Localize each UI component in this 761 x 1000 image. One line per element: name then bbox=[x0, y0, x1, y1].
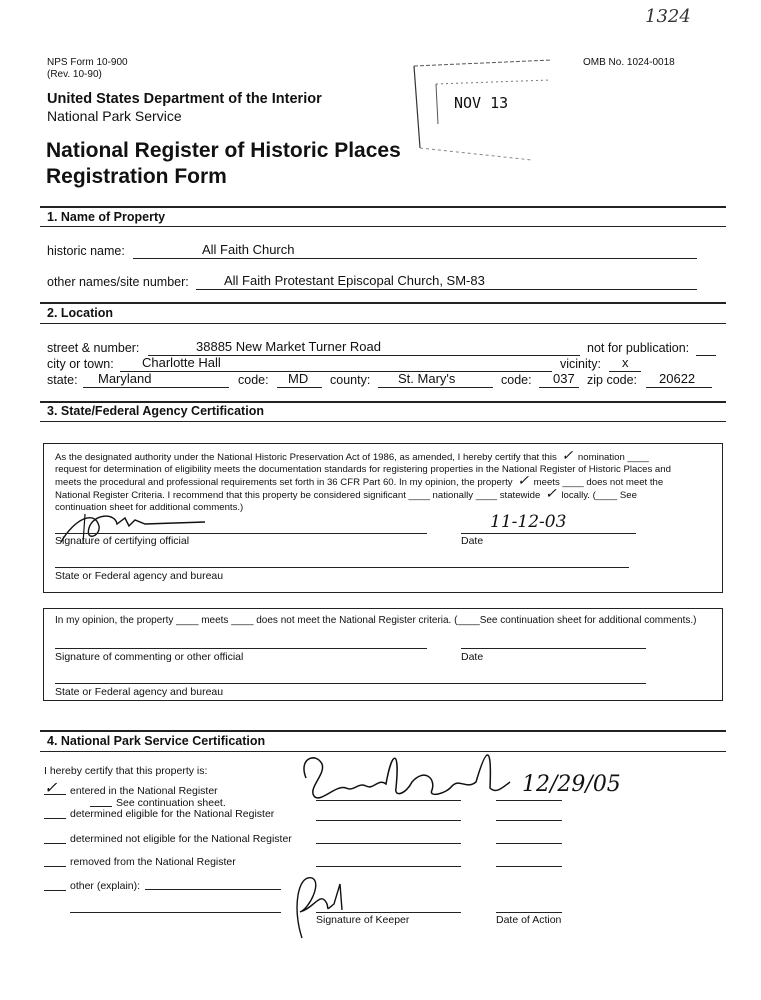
received-stamp bbox=[412, 56, 562, 164]
keeper-initials bbox=[290, 868, 360, 948]
section-rule bbox=[40, 206, 726, 208]
opt-other: other (explain): bbox=[70, 880, 141, 892]
locally-checkmark[interactable]: ✓ bbox=[544, 485, 557, 502]
other-explain-line-1[interactable] bbox=[145, 889, 281, 890]
state-line bbox=[83, 387, 229, 388]
removed-blank[interactable] bbox=[44, 866, 66, 867]
section-1-heading: 1. Name of Property bbox=[47, 210, 166, 224]
county-code-label: code: bbox=[501, 373, 532, 387]
commenting-signature-line bbox=[55, 648, 427, 649]
county-label: county: bbox=[330, 373, 371, 387]
opt-continuation: See continuation sheet. bbox=[116, 797, 226, 809]
opinion-agency-label: State or Federal agency and bureau bbox=[55, 686, 224, 698]
cert-date-label: Date bbox=[461, 535, 484, 547]
cert-agency-line bbox=[55, 567, 629, 568]
page-mark: 1324 bbox=[645, 6, 691, 27]
cert-line-3b: meets ____ does not meet the bbox=[533, 476, 664, 488]
opt-eligible: determined eligible for the National Register bbox=[70, 808, 275, 820]
cert-line-2: request for determination of eligibility meets the documentation standards for registering properties in the National Register of Historic Places and bbox=[55, 463, 671, 475]
other-blank[interactable] bbox=[44, 890, 66, 891]
removed-signature-line bbox=[316, 866, 461, 867]
zip-label: zip code: bbox=[587, 373, 638, 387]
other-names-label: other names/site number: bbox=[47, 275, 189, 289]
historic-name-value[interactable]: All Faith Church bbox=[202, 242, 295, 257]
city-value[interactable]: Charlotte Hall bbox=[142, 355, 221, 370]
vicinity-label: vicinity: bbox=[560, 357, 601, 371]
other-explain-line-2[interactable] bbox=[70, 912, 281, 913]
eligible-signature-line bbox=[316, 820, 461, 821]
certification-text bbox=[55, 448, 715, 514]
section-rule bbox=[40, 323, 726, 324]
county-code-line bbox=[539, 387, 579, 388]
meets-checkmark[interactable]: ✓ bbox=[517, 472, 529, 489]
action-date-line bbox=[496, 912, 562, 913]
state-code-label: code: bbox=[238, 373, 269, 387]
vicinity-line bbox=[609, 371, 641, 372]
department-name: United States Department of the Interior bbox=[47, 91, 322, 107]
entered-date-line bbox=[496, 800, 562, 801]
section-rule bbox=[40, 421, 726, 422]
removed-date-line bbox=[496, 866, 562, 867]
not-eligible-blank[interactable] bbox=[44, 843, 66, 844]
cert-signature-label: Signature of certifying official bbox=[55, 535, 190, 547]
stamp-date: NOV 13 bbox=[454, 94, 509, 112]
historic-name-line bbox=[133, 258, 697, 259]
section-rule bbox=[40, 401, 726, 403]
section-rule bbox=[40, 730, 726, 732]
commenting-date-line bbox=[461, 648, 646, 649]
street-label: street & number: bbox=[47, 341, 140, 355]
entered-blank[interactable] bbox=[44, 794, 66, 795]
street-value[interactable]: 38885 New Market Turner Road bbox=[196, 339, 381, 354]
city-line bbox=[120, 371, 552, 372]
cert-line-3a: meets the procedural and professional requirements set forth in 36 CFR Part 60. In my opinion, the property bbox=[55, 476, 513, 488]
cert-line-5: continuation sheet for additional comments.) bbox=[55, 501, 244, 513]
opinion-agency-line bbox=[55, 683, 646, 684]
nomination-checkmark[interactable]: ✓ bbox=[561, 448, 574, 464]
opinion-text: In my opinion, the property ____ meets ____ does not meet the National Register criteria. (____See continuation sheet for additional comments.) bbox=[55, 615, 697, 626]
entered-signature-line bbox=[316, 800, 461, 801]
section-rule bbox=[40, 226, 726, 227]
form-revision: (Rev. 10-90) bbox=[47, 69, 102, 80]
form-number: NPS Form 10-900 bbox=[47, 57, 128, 68]
form-title-line2: Registration Form bbox=[46, 165, 227, 188]
commenting-signature-label: Signature of commenting or other official bbox=[55, 651, 244, 663]
commenting-date-label: Date bbox=[461, 651, 484, 663]
section-3-heading: 3. State/Federal Agency Certification bbox=[47, 404, 264, 418]
state-code-line bbox=[277, 387, 322, 388]
other-names-line bbox=[196, 289, 697, 290]
cert-line-4a: National Register Criteria. I recommend that this property be considered significant ____ nationally ____ statewide bbox=[55, 489, 541, 501]
cert-text-2: nomination ____ bbox=[577, 452, 649, 463]
continuation-blank[interactable] bbox=[90, 806, 112, 807]
zip-line bbox=[646, 387, 712, 388]
vicinity-value[interactable]: x bbox=[622, 355, 629, 370]
eligible-date-line bbox=[496, 820, 562, 821]
not-for-publication-line[interactable] bbox=[696, 355, 716, 356]
action-date-value[interactable]: 12/29/05 bbox=[522, 772, 621, 797]
county-code-value[interactable]: 037 bbox=[553, 371, 575, 386]
state-code-value[interactable]: MD bbox=[288, 371, 309, 386]
cert-agency-label: State or Federal agency and bureau bbox=[55, 570, 224, 582]
service-name: National Park Service bbox=[47, 108, 182, 124]
keeper-signature-label: Signature of Keeper bbox=[316, 914, 410, 926]
entered-checkmark[interactable]: ✓ bbox=[44, 778, 58, 797]
cert-date-value[interactable]: 11-12-03 bbox=[490, 512, 567, 532]
keeper-signature-line bbox=[316, 912, 461, 913]
not-eligible-date-line bbox=[496, 843, 562, 844]
section-rule bbox=[40, 302, 726, 304]
section-2-heading: 2. Location bbox=[47, 306, 113, 320]
state-label: state: bbox=[47, 373, 78, 387]
opt-entered: entered in the National Register bbox=[70, 785, 218, 797]
cert-date-line bbox=[461, 533, 636, 534]
form-title-line1: National Register of Historic Places bbox=[46, 139, 401, 162]
nps-intro: I hereby certify that this property is: bbox=[44, 765, 208, 777]
eligible-blank[interactable] bbox=[44, 818, 66, 819]
cert-line-4b: locally. (____ See bbox=[561, 489, 637, 501]
action-date-label: Date of Action bbox=[496, 914, 562, 926]
city-label: city or town: bbox=[47, 357, 114, 371]
state-value[interactable]: Maryland bbox=[98, 371, 152, 386]
section-4-heading: 4. National Park Service Certification bbox=[47, 734, 266, 748]
county-value[interactable]: St. Mary's bbox=[398, 371, 456, 386]
not-for-publication-label: not for publication: bbox=[587, 341, 690, 355]
county-line bbox=[378, 387, 493, 388]
opt-removed: removed from the National Register bbox=[70, 856, 236, 868]
historic-name-label: historic name: bbox=[47, 244, 125, 258]
other-names-value[interactable]: All Faith Protestant Episcopal Church, SM-83 bbox=[224, 273, 485, 288]
not-eligible-signature-line bbox=[316, 843, 461, 844]
omb-number: OMB No. 1024-0018 bbox=[583, 57, 675, 68]
cert-signature-line bbox=[55, 533, 427, 534]
zip-value[interactable]: 20622 bbox=[659, 371, 696, 386]
opt-not-eligible: determined not eligible for the National Register bbox=[70, 833, 292, 845]
cert-text-1: As the designated authority under the National Historic Preservation Act of 1986, as amended, I hereby certify that this bbox=[55, 452, 557, 463]
